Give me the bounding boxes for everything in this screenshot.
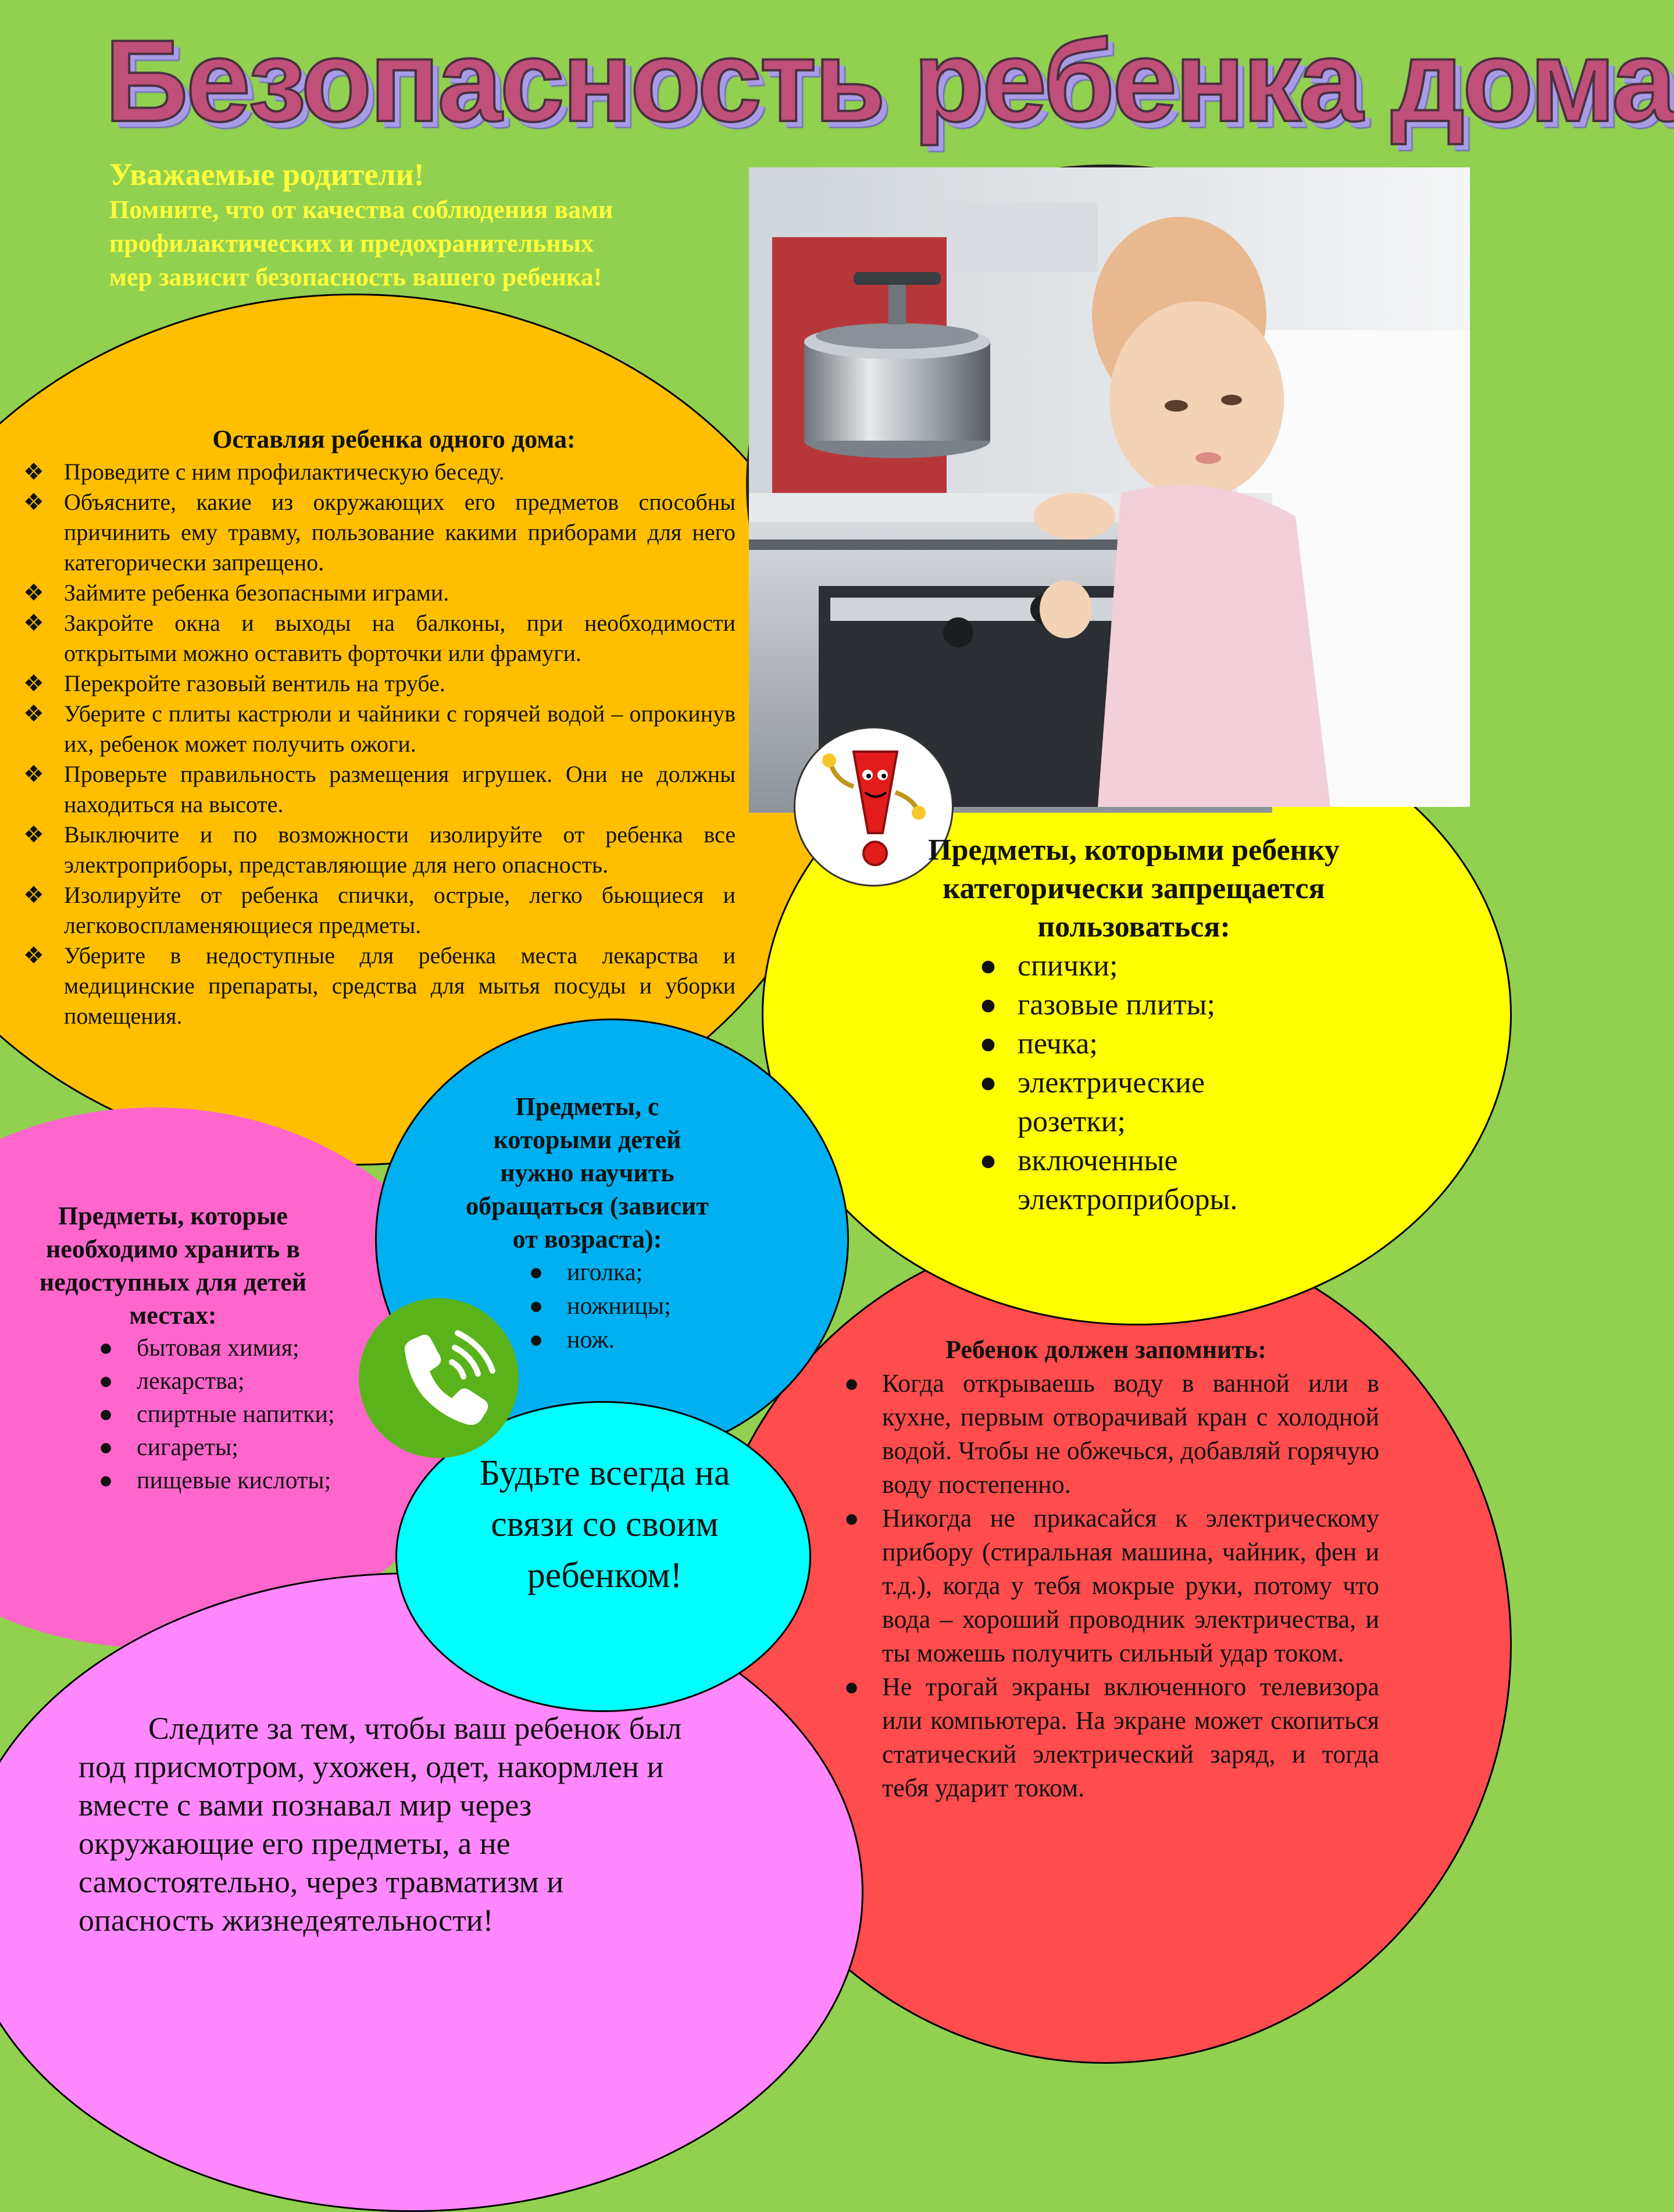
forbidden-list xyxy=(968,946,1317,1219)
list-item: ❖ Займите ребенка безопасными играми. xyxy=(23,578,736,608)
list-item: ● газовые плиты; xyxy=(968,985,1317,1024)
list-item: ❖ Проведите с ним профилактическую беседу. xyxy=(23,457,736,487)
forbidden-heading: Предметы, которыми ребенку категорически запрещается пользоваться: xyxy=(928,834,1340,944)
list-item: ❖ Проверьте правильность размещения игрушек. Они не должны находиться на высоте. xyxy=(23,759,736,820)
alone-list xyxy=(23,457,736,1031)
list-item: ❖ Закройте окна и выходы на балконы, при необходимости открытыми можно оставить форточки или фрамуги. xyxy=(23,608,736,669)
list-item: ● иголка; xyxy=(517,1256,715,1289)
intro-line-3: мер зависит безопасность вашего ребенка! xyxy=(109,263,602,291)
list-item: ❖ Изолируйте от ребенка спички, острые, легко бьющиеся и легковоспламеняющиеся предметы. xyxy=(23,880,736,941)
store-section xyxy=(12,1199,334,1498)
list-item: ● спиртные напитки; xyxy=(87,1398,343,1431)
contact-text: Будьте всегда на связи со своим ребенком! xyxy=(479,1453,730,1595)
poster-title: Безопасность ребенка дома xyxy=(105,16,1674,146)
alone-section xyxy=(23,424,736,1031)
supervise-text: Следите за тем, чтобы ваш ребенок был под присмотром, ухожен, одет, накормлен и вместе с вами познавал мир через окружающие его предметы, а не самостоятельно, через травматизм и опасность жизнедеятельности! xyxy=(78,1711,682,1938)
list-item: ❖ Уберите в недоступные для ребенка места лекарства и медицинские препараты, средства для мытья посуды и уборки помещения. xyxy=(23,941,736,1031)
list-item: ● лекарства; xyxy=(87,1365,343,1398)
list-item: ● пищевые кислоты; xyxy=(87,1464,343,1498)
list-item: ● включенные электроприборы. xyxy=(968,1141,1317,1219)
remember-list xyxy=(833,1367,1379,1805)
child-at-stove-illustration xyxy=(749,167,1470,807)
list-item: ❖ Уберите с плиты кастрюли и чайники с горячей водой – опрокинув их, ребенок может получить ожоги. xyxy=(23,699,736,759)
remember-section xyxy=(833,1333,1379,1805)
phone-icon xyxy=(359,1298,519,1458)
list-item: ❖ Объясните, какие из окружающих его предметов способны причинить ему травму, пользование какими приборами для него категорически запрещено. xyxy=(23,487,736,578)
list-item: ● бытовая химия; xyxy=(87,1332,343,1365)
list-item: ● спички; xyxy=(968,946,1317,985)
intro-block xyxy=(109,156,761,294)
child-at-stove-photo xyxy=(746,165,1467,804)
list-item: ● электрические розетки; xyxy=(968,1063,1317,1141)
intro-line-2: профилактических и предохранительных xyxy=(109,229,594,258)
list-item: ❖ Перекройте газовый вентиль на трубе. xyxy=(23,669,736,699)
list-item: ● Не трогай экраны включенного телевизора или компьютера. На экране может скопиться статический электрический заряд, и тогда тебя ударит током. xyxy=(833,1670,1379,1805)
intro-greeting: Уважаемые родители! xyxy=(109,157,424,192)
store-list xyxy=(87,1332,343,1498)
store-heading: Предметы, которые необходимо хранить в недоступных для детей местах: xyxy=(39,1202,307,1330)
list-item: ● Когда открываешь воду в ванной или в кухне, первым отворачивай кран с холодной водой. Чтобы не обжечься, добавляй горячую воду постепенно. xyxy=(833,1367,1379,1502)
remember-heading: Ребенок должен запомнить: xyxy=(945,1335,1266,1364)
list-item: ● сигареты; xyxy=(87,1431,343,1464)
teach-list xyxy=(517,1256,715,1357)
alone-heading: Оставляя ребенка одного дома: xyxy=(212,425,576,453)
forbidden-section xyxy=(910,831,1358,1219)
list-item: ● нож. xyxy=(517,1323,715,1357)
list-item: ● печка; xyxy=(968,1024,1317,1063)
teach-heading: Предметы, с которыми детей нужно научить обращаться (зависит от возраста): xyxy=(466,1092,709,1253)
list-item: ● ножницы; xyxy=(517,1289,715,1323)
list-item: ● Никогда не прикасайся к электрическому прибору (стиральная машина, чайник, фен и т.д.), когда у тебя мокрые руки, потому что вода – хороший проводник электричества, и ты можешь получить сильный удар током. xyxy=(833,1502,1379,1670)
intro-line-1: Помните, что от качества соблюдения вами xyxy=(109,195,613,224)
list-item: ❖ Выключите и по возможности изолируйте от ребенка все электроприборы, представляющие для него опасность. xyxy=(23,820,736,880)
